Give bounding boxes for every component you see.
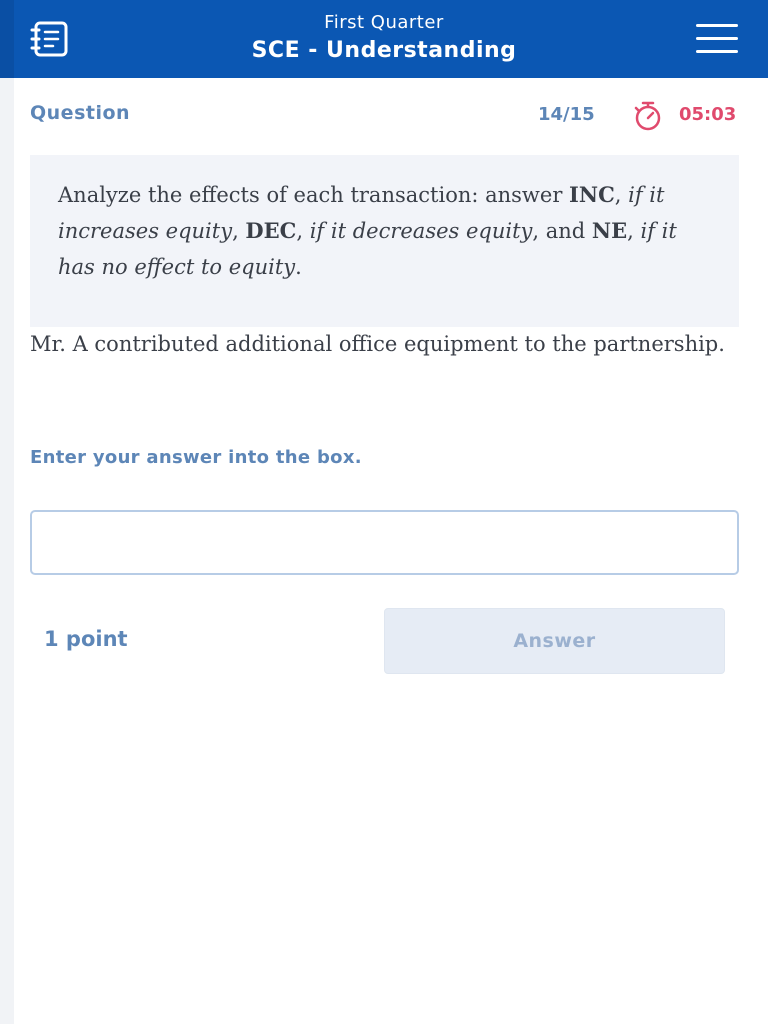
question-progress: 14/15 (538, 104, 595, 125)
menu-button[interactable] (694, 22, 740, 56)
header-title: SCE - Understanding (251, 38, 517, 63)
instruction-sep: , (614, 183, 629, 207)
instruction-sep: , (627, 219, 641, 243)
instruction-dec-desc: if it decreases equity (309, 219, 533, 243)
instruction-text: Analyze the effects of each transaction: answer (58, 183, 570, 207)
instruction-sep: , (232, 219, 246, 243)
answer-input[interactable] (30, 510, 739, 575)
points-label: 1 point (44, 627, 128, 651)
instruction-inc-desc: if it increases equity (58, 183, 665, 243)
instruction-sep: , (296, 219, 310, 243)
hamburger-menu-icon-bar-middle (696, 37, 738, 40)
app-header (0, 0, 768, 78)
answer-button[interactable]: Answer (384, 608, 725, 674)
instruction-dec: DEC (245, 218, 297, 243)
instruction-inc: INC (569, 182, 615, 207)
answer-prompt: Enter your answer into the box. (30, 447, 362, 468)
header-subtitle: First Quarter (324, 12, 444, 33)
hamburger-menu-icon-bar-bottom (696, 50, 738, 53)
instruction-ne-desc: if it has no effect to equity (58, 219, 677, 279)
question-text: Mr. A contributed additional office equipment to the partnership. (30, 332, 725, 356)
instruction-sep: . (295, 255, 302, 279)
side-strip (0, 78, 14, 1024)
question-label: Question (30, 102, 131, 124)
instruction-ne: NE (591, 218, 628, 243)
instruction-box (30, 155, 739, 327)
hamburger-menu-icon-bar-top (696, 24, 738, 27)
stopwatch-icon (632, 100, 664, 132)
timer-value: 05:03 (679, 104, 737, 125)
instruction-sep: , and (532, 219, 592, 243)
